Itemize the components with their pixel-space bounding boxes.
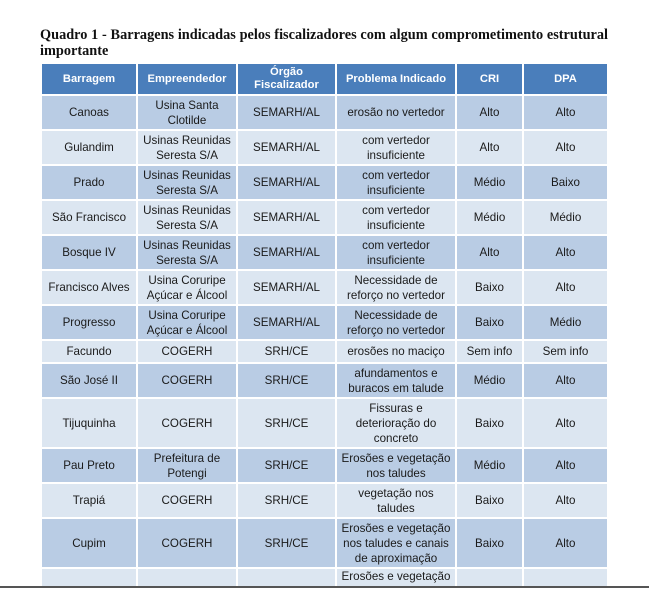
cell-problema-indicado: com vertedor insuficiente (336, 165, 456, 200)
cell-problema-indicado: Necessidade de reforço no vertedor (336, 270, 456, 305)
header-barragem: Barragem (41, 63, 137, 95)
table-row (41, 165, 608, 200)
table-row (41, 130, 608, 165)
page-bottom-divider (0, 586, 649, 588)
cell-dpa: Alto (523, 130, 608, 165)
cell-dpa: Baixo (523, 165, 608, 200)
cell-dpa: Alto (523, 483, 608, 518)
cell-orgao-fiscalizador: SRH/CE (237, 448, 336, 483)
cell-barragem: Canoas (41, 95, 137, 130)
table-caption: Quadro 1 - Barragens indicadas pelos fiscalizadores com algum comprometimento estrutural importante (40, 27, 608, 59)
table-row (41, 270, 608, 305)
table-row (41, 95, 608, 130)
cell-barragem: Gulandim (41, 130, 137, 165)
cell-problema-indicado: com vertedor insuficiente (336, 200, 456, 235)
cell-dpa: Alto (523, 398, 608, 448)
cell-dpa: Alto (523, 235, 608, 270)
cell-barragem: Prado (41, 165, 137, 200)
cell-cri: Baixo (456, 398, 523, 448)
table-row (41, 363, 608, 398)
cell-dpa (523, 568, 608, 588)
cell-orgao-fiscalizador: SRH/CE (237, 483, 336, 518)
cell-dpa: Médio (523, 200, 608, 235)
cell-problema-indicado: Erosões e vegetação (336, 568, 456, 588)
cell-barragem: Bosque IV (41, 235, 137, 270)
cell-problema-indicado: Fissuras e deterioração do concreto (336, 398, 456, 448)
table-body (41, 95, 608, 588)
table-row (41, 398, 608, 448)
cell-problema-indicado: Necessidade de reforço no vertedor (336, 305, 456, 340)
cell-problema-indicado: erosões no maciço (336, 340, 456, 363)
cell-orgao-fiscalizador: SRH/CE (237, 340, 336, 363)
cell-orgao-fiscalizador: SRH/CE (237, 363, 336, 398)
cell-problema-indicado: com vertedor insuficiente (336, 130, 456, 165)
header-empreendedor: Empreendedor (137, 63, 237, 95)
cell-empreendedor: COGERH (137, 483, 237, 518)
cell-cri: Baixo (456, 270, 523, 305)
dams-table (40, 62, 609, 589)
cell-orgao-fiscalizador: SRH/CE (237, 518, 336, 568)
cell-orgao-fiscalizador (237, 568, 336, 588)
cell-orgao-fiscalizador: SEMARH/AL (237, 270, 336, 305)
cell-empreendedor: Usina Santa Clotilde (137, 95, 237, 130)
table-row (41, 448, 608, 483)
cell-orgao-fiscalizador: SEMARH/AL (237, 165, 336, 200)
cell-cri: Alto (456, 130, 523, 165)
cell-orgao-fiscalizador: SEMARH/AL (237, 200, 336, 235)
cell-empreendedor: Usina Coruripe Açúcar e Álcool (137, 270, 237, 305)
cell-cri: Baixo (456, 483, 523, 518)
table-row (41, 568, 608, 588)
cell-cri: Baixo (456, 518, 523, 568)
cell-cri: Médio (456, 448, 523, 483)
cell-barragem: Progresso (41, 305, 137, 340)
cell-problema-indicado: erosão no vertedor (336, 95, 456, 130)
cell-empreendedor: COGERH (137, 518, 237, 568)
table-row (41, 305, 608, 340)
cell-dpa: Médio (523, 305, 608, 340)
cell-cri: Médio (456, 200, 523, 235)
table-row (41, 340, 608, 363)
cell-cri: Sem info (456, 340, 523, 363)
cell-dpa: Sem info (523, 340, 608, 363)
cell-barragem: São Francisco (41, 200, 137, 235)
cell-problema-indicado: afundamentos e buracos em talude (336, 363, 456, 398)
cell-cri: Médio (456, 165, 523, 200)
cell-dpa: Alto (523, 518, 608, 568)
cell-problema-indicado: vegetação nos taludes (336, 483, 456, 518)
cell-cri: Médio (456, 363, 523, 398)
cell-orgao-fiscalizador: SEMARH/AL (237, 235, 336, 270)
header-dpa: DPA (523, 63, 608, 95)
cell-dpa: Alto (523, 363, 608, 398)
cell-empreendedor: COGERH (137, 398, 237, 448)
table-row (41, 518, 608, 568)
header-problema-indicado: Problema Indicado (336, 63, 456, 95)
cell-empreendedor (137, 568, 237, 588)
cell-orgao-fiscalizador: SRH/CE (237, 398, 336, 448)
table-header-row (41, 63, 608, 95)
cell-barragem: Francisco Alves (41, 270, 137, 305)
table-row (41, 235, 608, 270)
cell-barragem: Cupim (41, 518, 137, 568)
cell-dpa: Alto (523, 270, 608, 305)
cell-barragem (41, 568, 137, 588)
header-cri: CRI (456, 63, 523, 95)
cell-orgao-fiscalizador: SEMARH/AL (237, 305, 336, 340)
cell-empreendedor: Usinas Reunidas Seresta S/A (137, 235, 237, 270)
cell-problema-indicado: com vertedor insuficiente (336, 235, 456, 270)
cell-barragem: Trapiá (41, 483, 137, 518)
cell-barragem: Facundo (41, 340, 137, 363)
cell-empreendedor: COGERH (137, 340, 237, 363)
cell-empreendedor: Usinas Reunidas Seresta S/A (137, 200, 237, 235)
cell-cri: Alto (456, 235, 523, 270)
cell-cri: Alto (456, 95, 523, 130)
cell-empreendedor: Prefeitura de Potengi (137, 448, 237, 483)
cell-orgao-fiscalizador: SEMARH/AL (237, 130, 336, 165)
table-row (41, 200, 608, 235)
header-orgao-fiscalizador: Órgão Fiscalizador (237, 63, 336, 95)
cell-dpa: Alto (523, 448, 608, 483)
cell-empreendedor: Usina Coruripe Açúcar e Álcool (137, 305, 237, 340)
table-row (41, 483, 608, 518)
cell-cri (456, 568, 523, 588)
cell-barragem: Tijuquinha (41, 398, 137, 448)
cell-orgao-fiscalizador: SEMARH/AL (237, 95, 336, 130)
cell-barragem: São José II (41, 363, 137, 398)
cell-empreendedor: COGERH (137, 363, 237, 398)
cell-cri: Baixo (456, 305, 523, 340)
cell-dpa: Alto (523, 95, 608, 130)
cell-problema-indicado: Erosões e vegetação nos taludes e canais de aproximação (336, 518, 456, 568)
cell-problema-indicado: Erosões e vegetação nos taludes (336, 448, 456, 483)
cell-barragem: Pau Preto (41, 448, 137, 483)
cell-empreendedor: Usinas Reunidas Seresta S/A (137, 165, 237, 200)
cell-empreendedor: Usinas Reunidas Seresta S/A (137, 130, 237, 165)
